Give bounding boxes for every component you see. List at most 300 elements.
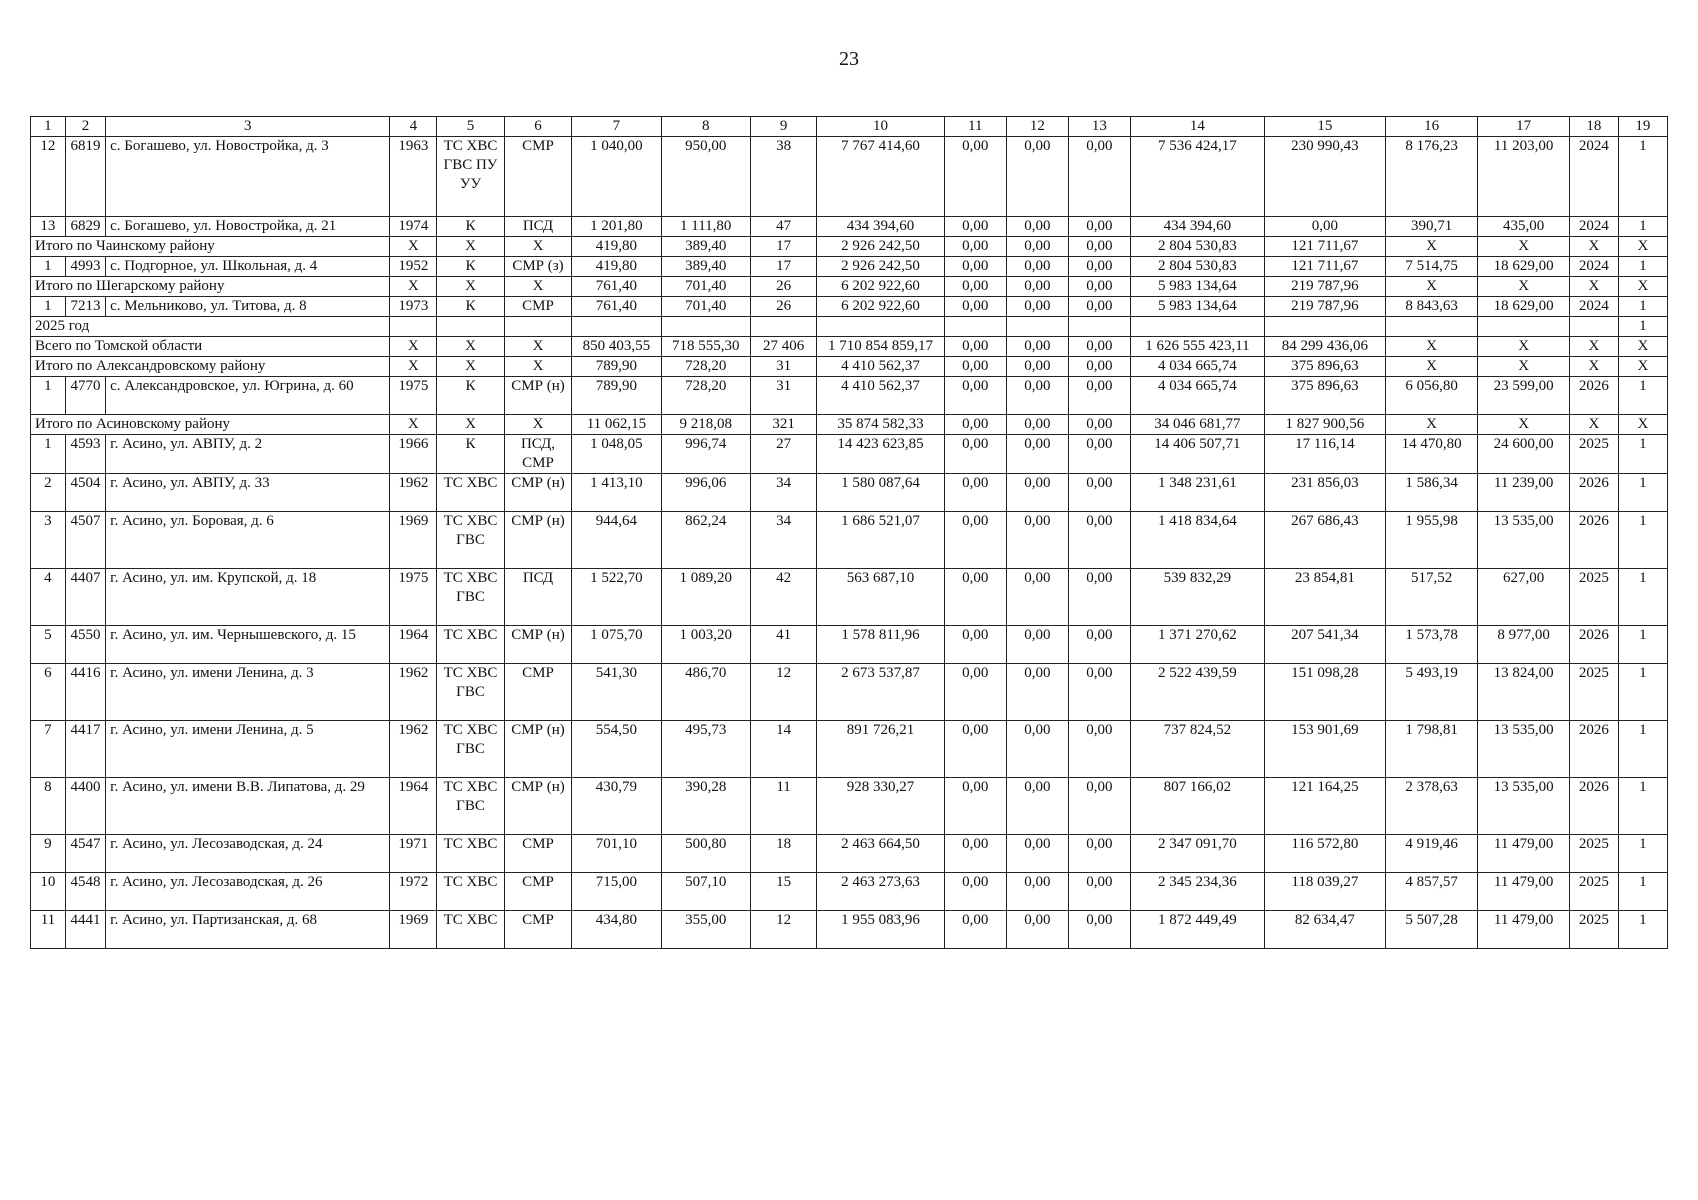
table-row <box>31 911 1668 949</box>
table-cell: 0,00 <box>1006 357 1068 377</box>
table-cell: 12 <box>750 911 816 949</box>
table-cell: 0,00 <box>1068 277 1130 297</box>
table-cell: 2 926 242,50 <box>817 237 944 257</box>
table-cell: 4407 <box>65 569 105 626</box>
table-cell: 434 394,60 <box>1130 217 1264 237</box>
table-cell: 0,00 <box>1006 237 1068 257</box>
table-cell: 4 410 562,37 <box>817 377 944 415</box>
table-cell: 2025 <box>1569 435 1618 474</box>
table-cell: 4 857,57 <box>1385 873 1478 911</box>
table-cell: 2 673 537,87 <box>817 664 944 721</box>
column-header: 2 <box>65 117 105 137</box>
table-cell: 0,00 <box>1068 626 1130 664</box>
table-cell: 1962 <box>390 474 437 512</box>
table-cell: 0,00 <box>1006 778 1068 835</box>
table-cell: 5 493,19 <box>1385 664 1478 721</box>
table-cell: 563 687,10 <box>817 569 944 626</box>
table-cell: Х <box>390 277 437 297</box>
table-cell: СМР <box>504 873 572 911</box>
table-cell: Х <box>390 357 437 377</box>
column-header: 16 <box>1385 117 1478 137</box>
table-cell: 0,00 <box>1006 626 1068 664</box>
table-cell: 0,00 <box>944 873 1006 911</box>
table-cell: 42 <box>750 569 816 626</box>
table-cell: 2025 <box>1569 835 1618 873</box>
table-cell: 26 <box>750 277 816 297</box>
table-cell: 0,00 <box>1006 137 1068 217</box>
table-cell: 1 <box>31 297 66 317</box>
table-cell: 1 <box>1618 217 1667 237</box>
table-cell: К <box>437 217 505 237</box>
column-header: 15 <box>1264 117 1385 137</box>
table-cell: 1 201,80 <box>572 217 661 237</box>
table-cell: 31 <box>750 357 816 377</box>
table-cell: 1971 <box>390 835 437 873</box>
table-cell: 435,00 <box>1478 217 1569 237</box>
table-cell: 7 514,75 <box>1385 257 1478 277</box>
table-cell: 1 418 834,64 <box>1130 512 1264 569</box>
table-cell: 12 <box>750 664 816 721</box>
table-cell: 321 <box>750 415 816 435</box>
table-cell: 737 824,52 <box>1130 721 1264 778</box>
table-cell: Х <box>437 277 505 297</box>
table-cell: 0,00 <box>1006 377 1068 415</box>
table-cell: 1969 <box>390 911 437 949</box>
table-cell: 862,24 <box>661 512 750 569</box>
table-cell: 0,00 <box>944 474 1006 512</box>
table-cell: 11 479,00 <box>1478 873 1569 911</box>
table-cell: 1 048,05 <box>572 435 661 474</box>
table-cell: 1 <box>1618 435 1667 474</box>
table-cell: 27 406 <box>750 337 816 357</box>
table-cell: 8 977,00 <box>1478 626 1569 664</box>
table-cell: Х <box>504 277 572 297</box>
table-cell: 7 <box>31 721 66 778</box>
table-cell: СМР <box>504 297 572 317</box>
table-cell: с. Богашево, ул. Новостройка, д. 3 <box>106 137 390 217</box>
table-cell: 1 111,80 <box>661 217 750 237</box>
table-cell: 1 <box>1618 377 1667 415</box>
table-cell: 0,00 <box>944 357 1006 377</box>
table-cell: 375 896,63 <box>1264 357 1385 377</box>
table-cell: 207 541,34 <box>1264 626 1385 664</box>
table-cell: СМР (н) <box>504 377 572 415</box>
table-cell: 2 463 273,63 <box>817 873 944 911</box>
table-cell: 11 062,15 <box>572 415 661 435</box>
table-cell: 27 <box>750 435 816 474</box>
column-header: 7 <box>572 117 661 137</box>
table-cell: 0,00 <box>1006 337 1068 357</box>
table-cell: 1 578 811,96 <box>817 626 944 664</box>
empty-cell <box>1385 317 1478 337</box>
table-cell: 0,00 <box>944 257 1006 277</box>
table-cell: 701,10 <box>572 835 661 873</box>
table-cell: 0,00 <box>944 569 1006 626</box>
table-cell: 2024 <box>1569 217 1618 237</box>
table-cell: ТС ХВС ГВС ПУ УУ <box>437 137 505 217</box>
table-cell: 728,20 <box>661 357 750 377</box>
table-cell: ТС ХВС <box>437 873 505 911</box>
table-cell: 2024 <box>1569 297 1618 317</box>
table-cell: 2 804 530,83 <box>1130 237 1264 257</box>
table-cell: 554,50 <box>572 721 661 778</box>
table-cell: 8 843,63 <box>1385 297 1478 317</box>
table-cell: 5 <box>31 626 66 664</box>
table-cell: 0,00 <box>1068 357 1130 377</box>
table-cell: г. Асино, ул. Боровая, д. 6 <box>106 512 390 569</box>
table-cell: 1963 <box>390 137 437 217</box>
table-cell: 1 <box>31 377 66 415</box>
table-cell: 13 <box>31 217 66 237</box>
table-cell: 728,20 <box>661 377 750 415</box>
table-cell: 0,00 <box>944 626 1006 664</box>
table-row <box>31 377 1668 415</box>
table-cell: 1 <box>1618 664 1667 721</box>
column-header: 8 <box>661 117 750 137</box>
year-label: 2025 год <box>31 317 390 337</box>
table-cell: 6 <box>31 664 66 721</box>
table-cell: 1 <box>1618 317 1667 337</box>
empty-cell <box>944 317 1006 337</box>
table-cell: 701,40 <box>661 297 750 317</box>
table-cell: 2 347 091,70 <box>1130 835 1264 873</box>
table-cell: 26 <box>750 297 816 317</box>
table-cell: ТС ХВС ГВС <box>437 512 505 569</box>
table-cell: 13 535,00 <box>1478 512 1569 569</box>
header-row <box>31 117 1668 137</box>
column-header: 6 <box>504 117 572 137</box>
table-cell: 7213 <box>65 297 105 317</box>
table-cell: 5 983 134,64 <box>1130 297 1264 317</box>
table-cell: 2024 <box>1569 137 1618 217</box>
table-cell: 1966 <box>390 435 437 474</box>
table-cell: 7 536 424,17 <box>1130 137 1264 217</box>
total-row <box>31 357 1668 377</box>
table-cell: 0,00 <box>1006 435 1068 474</box>
table-cell: 31 <box>750 377 816 415</box>
table-cell: 118 039,27 <box>1264 873 1385 911</box>
table-cell: 0,00 <box>1068 873 1130 911</box>
table-cell: 5 983 134,64 <box>1130 277 1264 297</box>
table-cell: 17 116,14 <box>1264 435 1385 474</box>
table-cell: 4993 <box>65 257 105 277</box>
table-cell: Х <box>504 237 572 257</box>
table-cell: 4400 <box>65 778 105 835</box>
table-cell: ТС ХВС <box>437 474 505 512</box>
table-cell: 701,40 <box>661 277 750 297</box>
table-cell: 14 423 623,85 <box>817 435 944 474</box>
table-cell: 0,00 <box>944 137 1006 217</box>
year-row <box>31 317 1668 337</box>
table-cell: 419,80 <box>572 257 661 277</box>
table-cell: 6 202 922,60 <box>817 277 944 297</box>
table-cell: 0,00 <box>1006 721 1068 778</box>
table-cell: 1975 <box>390 377 437 415</box>
table-cell: с. Богашево, ул. Новостройка, д. 21 <box>106 217 390 237</box>
table-cell: 1 003,20 <box>661 626 750 664</box>
table-cell: 430,79 <box>572 778 661 835</box>
empty-cell <box>437 317 505 337</box>
table-cell: 0,00 <box>1006 415 1068 435</box>
table-cell: 0,00 <box>944 217 1006 237</box>
table-cell: 355,00 <box>661 911 750 949</box>
table-cell: 4504 <box>65 474 105 512</box>
table-cell: Х <box>1385 277 1478 297</box>
column-header: 10 <box>817 117 944 137</box>
table-cell: 18 629,00 <box>1478 257 1569 277</box>
table-cell: 1 <box>1618 569 1667 626</box>
table-cell: 1 573,78 <box>1385 626 1478 664</box>
table-cell: с. Мельниково, ул. Титова, д. 8 <box>106 297 390 317</box>
table-cell: 35 874 582,33 <box>817 415 944 435</box>
table-cell: 1 371 270,62 <box>1130 626 1264 664</box>
table-cell: 0,00 <box>1068 835 1130 873</box>
table-cell: 1 <box>1618 873 1667 911</box>
table-cell: Х <box>1478 237 1569 257</box>
table-cell: 6 202 922,60 <box>817 297 944 317</box>
table-cell: 14 <box>750 721 816 778</box>
table-cell: 18 <box>750 835 816 873</box>
table-cell: 0,00 <box>944 512 1006 569</box>
table-cell: 1 348 231,61 <box>1130 474 1264 512</box>
table-cell: 13 535,00 <box>1478 721 1569 778</box>
empty-cell <box>1264 317 1385 337</box>
table-cell: с. Александровское, ул. Югрина, д. 60 <box>106 377 390 415</box>
table-row <box>31 435 1668 474</box>
table-cell: 0,00 <box>944 778 1006 835</box>
table-cell: 1 827 900,56 <box>1264 415 1385 435</box>
table-row <box>31 474 1668 512</box>
table-cell: 517,52 <box>1385 569 1478 626</box>
table-cell: 0,00 <box>944 237 1006 257</box>
table-cell: К <box>437 257 505 277</box>
table-cell: 1 <box>31 435 66 474</box>
table-cell: 0,00 <box>1068 435 1130 474</box>
empty-cell <box>1130 317 1264 337</box>
table-cell: 1 <box>1618 512 1667 569</box>
table-cell: Х <box>437 357 505 377</box>
table-cell: 4416 <box>65 664 105 721</box>
table-cell: 0,00 <box>944 435 1006 474</box>
table-cell: 0,00 <box>1068 237 1130 257</box>
table-cell: 500,80 <box>661 835 750 873</box>
table-cell: 389,40 <box>661 257 750 277</box>
table-cell: 116 572,80 <box>1264 835 1385 873</box>
table-cell: 0,00 <box>944 337 1006 357</box>
table-cell: 3 <box>31 512 66 569</box>
table-cell: 41 <box>750 626 816 664</box>
table-cell: 9 218,08 <box>661 415 750 435</box>
table-cell: ТС ХВС <box>437 911 505 949</box>
table-cell: СМР <box>504 911 572 949</box>
column-header: 17 <box>1478 117 1569 137</box>
total-label: Итого по Чаинскому району <box>31 237 390 257</box>
table-row <box>31 257 1668 277</box>
table-cell: 24 600,00 <box>1478 435 1569 474</box>
table-cell: 11 479,00 <box>1478 911 1569 949</box>
table-cell: Х <box>1618 415 1667 435</box>
table-cell: СМР (н) <box>504 626 572 664</box>
table-cell: 789,90 <box>572 377 661 415</box>
total-row <box>31 237 1668 257</box>
table-cell: 1 <box>1618 721 1667 778</box>
table-cell: 0,00 <box>1068 137 1130 217</box>
table-cell: 0,00 <box>1068 512 1130 569</box>
table-cell: 4 410 562,37 <box>817 357 944 377</box>
table-cell: ТС ХВС ГВС <box>437 569 505 626</box>
column-header: 12 <box>1006 117 1068 137</box>
table-cell: Х <box>504 357 572 377</box>
table-cell: 1 <box>1618 297 1667 317</box>
table-cell: 0,00 <box>1006 569 1068 626</box>
table-cell: 1952 <box>390 257 437 277</box>
table-cell: 0,00 <box>1068 415 1130 435</box>
table-cell: 0,00 <box>1006 911 1068 949</box>
total-row <box>31 415 1668 435</box>
empty-cell <box>504 317 572 337</box>
table-row <box>31 297 1668 317</box>
table-cell: 219 787,96 <box>1264 277 1385 297</box>
table-cell: 2025 <box>1569 569 1618 626</box>
table-cell: Х <box>1385 337 1478 357</box>
table-cell: 1 089,20 <box>661 569 750 626</box>
table-cell: 0,00 <box>1006 664 1068 721</box>
table-cell: 5 507,28 <box>1385 911 1478 949</box>
table-cell: 7 767 414,60 <box>817 137 944 217</box>
column-header: 3 <box>106 117 390 137</box>
empty-cell <box>661 317 750 337</box>
table-cell: 4593 <box>65 435 105 474</box>
table-cell: 1969 <box>390 512 437 569</box>
table-cell: г. Асино, ул. АВПУ, д. 33 <box>106 474 390 512</box>
table-cell: 2 463 664,50 <box>817 835 944 873</box>
table-cell: К <box>437 435 505 474</box>
table-cell: 789,90 <box>572 357 661 377</box>
table-cell: 1964 <box>390 778 437 835</box>
table-cell: 47 <box>750 217 816 237</box>
total-label: Всего по Томской области <box>31 337 390 357</box>
table-cell: 2 345 234,36 <box>1130 873 1264 911</box>
table-cell: Х <box>1618 277 1667 297</box>
table-cell: г. Асино, ул. имени Ленина, д. 3 <box>106 664 390 721</box>
table-cell: 17 <box>750 237 816 257</box>
table-cell: 0,00 <box>1068 569 1130 626</box>
table-cell: 850 403,55 <box>572 337 661 357</box>
table-cell: СМР <box>504 137 572 217</box>
table-cell: 4 034 665,74 <box>1130 357 1264 377</box>
table-cell: СМР <box>504 664 572 721</box>
table-cell: Х <box>1569 357 1618 377</box>
table-cell: 231 856,03 <box>1264 474 1385 512</box>
column-header: 4 <box>390 117 437 137</box>
table-cell: 627,00 <box>1478 569 1569 626</box>
table-cell: 0,00 <box>1068 911 1130 949</box>
total-label: Итого по Асиновскому району <box>31 415 390 435</box>
table-cell: 761,40 <box>572 277 661 297</box>
table-row <box>31 835 1668 873</box>
table-cell: Х <box>390 337 437 357</box>
table-cell: ТС ХВС ГВС <box>437 664 505 721</box>
table-cell: 0,00 <box>1068 721 1130 778</box>
table-cell: 34 <box>750 474 816 512</box>
table-row <box>31 664 1668 721</box>
table-cell: 0,00 <box>944 664 1006 721</box>
table-cell: 891 726,21 <box>817 721 944 778</box>
empty-cell <box>817 317 944 337</box>
table-cell: г. Асино, ул. АВПУ, д. 2 <box>106 435 390 474</box>
table-cell: 996,74 <box>661 435 750 474</box>
table-cell: 0,00 <box>1006 217 1068 237</box>
table-cell: СМР (н) <box>504 778 572 835</box>
table-cell: 4548 <box>65 873 105 911</box>
table-cell: 12 <box>31 137 66 217</box>
table-cell: 11 479,00 <box>1478 835 1569 873</box>
table-cell: 0,00 <box>1068 377 1130 415</box>
table-row <box>31 873 1668 911</box>
table-row <box>31 569 1668 626</box>
table-cell: 950,00 <box>661 137 750 217</box>
table-cell: 230 990,43 <box>1264 137 1385 217</box>
table-cell: 1973 <box>390 297 437 317</box>
table-cell: 2 <box>31 474 66 512</box>
table-cell: СМР (з) <box>504 257 572 277</box>
table-cell: СМР <box>504 835 572 873</box>
table-cell: 1974 <box>390 217 437 237</box>
table-cell: 0,00 <box>944 297 1006 317</box>
table-row <box>31 721 1668 778</box>
table-cell: 1 580 087,64 <box>817 474 944 512</box>
table-cell: г. Асино, ул. имени Ленина, д. 5 <box>106 721 390 778</box>
table-cell: г. Асино, ул. Лесозаводская, д. 26 <box>106 873 390 911</box>
table-cell: 718 555,30 <box>661 337 750 357</box>
table-cell: ТС ХВС <box>437 626 505 664</box>
table-cell: 0,00 <box>1068 297 1130 317</box>
table-cell: 2026 <box>1569 778 1618 835</box>
table-cell: г. Асино, ул. им. Чернышевского, д. 15 <box>106 626 390 664</box>
table-cell: 6 056,80 <box>1385 377 1478 415</box>
empty-cell <box>1569 317 1618 337</box>
table-cell: 1964 <box>390 626 437 664</box>
table-cell: 121 711,67 <box>1264 237 1385 257</box>
table-cell: Х <box>1385 237 1478 257</box>
table-row <box>31 217 1668 237</box>
table-cell: 2 926 242,50 <box>817 257 944 277</box>
table-cell: Х <box>1569 415 1618 435</box>
table-cell: Х <box>1618 357 1667 377</box>
table-cell: 1 626 555 423,11 <box>1130 337 1264 357</box>
table-cell: СМР (н) <box>504 474 572 512</box>
column-header: 9 <box>750 117 816 137</box>
table-cell: 1 686 521,07 <box>817 512 944 569</box>
table-cell: 17 <box>750 257 816 277</box>
table-cell: 715,00 <box>572 873 661 911</box>
table-cell: 23 854,81 <box>1264 569 1385 626</box>
column-header: 14 <box>1130 117 1264 137</box>
table-cell: 14 406 507,71 <box>1130 435 1264 474</box>
table-cell: 419,80 <box>572 237 661 257</box>
table-cell: 4547 <box>65 835 105 873</box>
table-cell: 121 711,67 <box>1264 257 1385 277</box>
table-cell: 375 896,63 <box>1264 377 1385 415</box>
table-cell: 13 824,00 <box>1478 664 1569 721</box>
empty-cell <box>390 317 437 337</box>
page-number: 23 <box>839 48 859 70</box>
table-cell: 2024 <box>1569 257 1618 277</box>
table-row <box>31 778 1668 835</box>
table-cell: 0,00 <box>944 721 1006 778</box>
table-cell: 11 <box>750 778 816 835</box>
total-label: Итого по Шегарскому району <box>31 277 390 297</box>
